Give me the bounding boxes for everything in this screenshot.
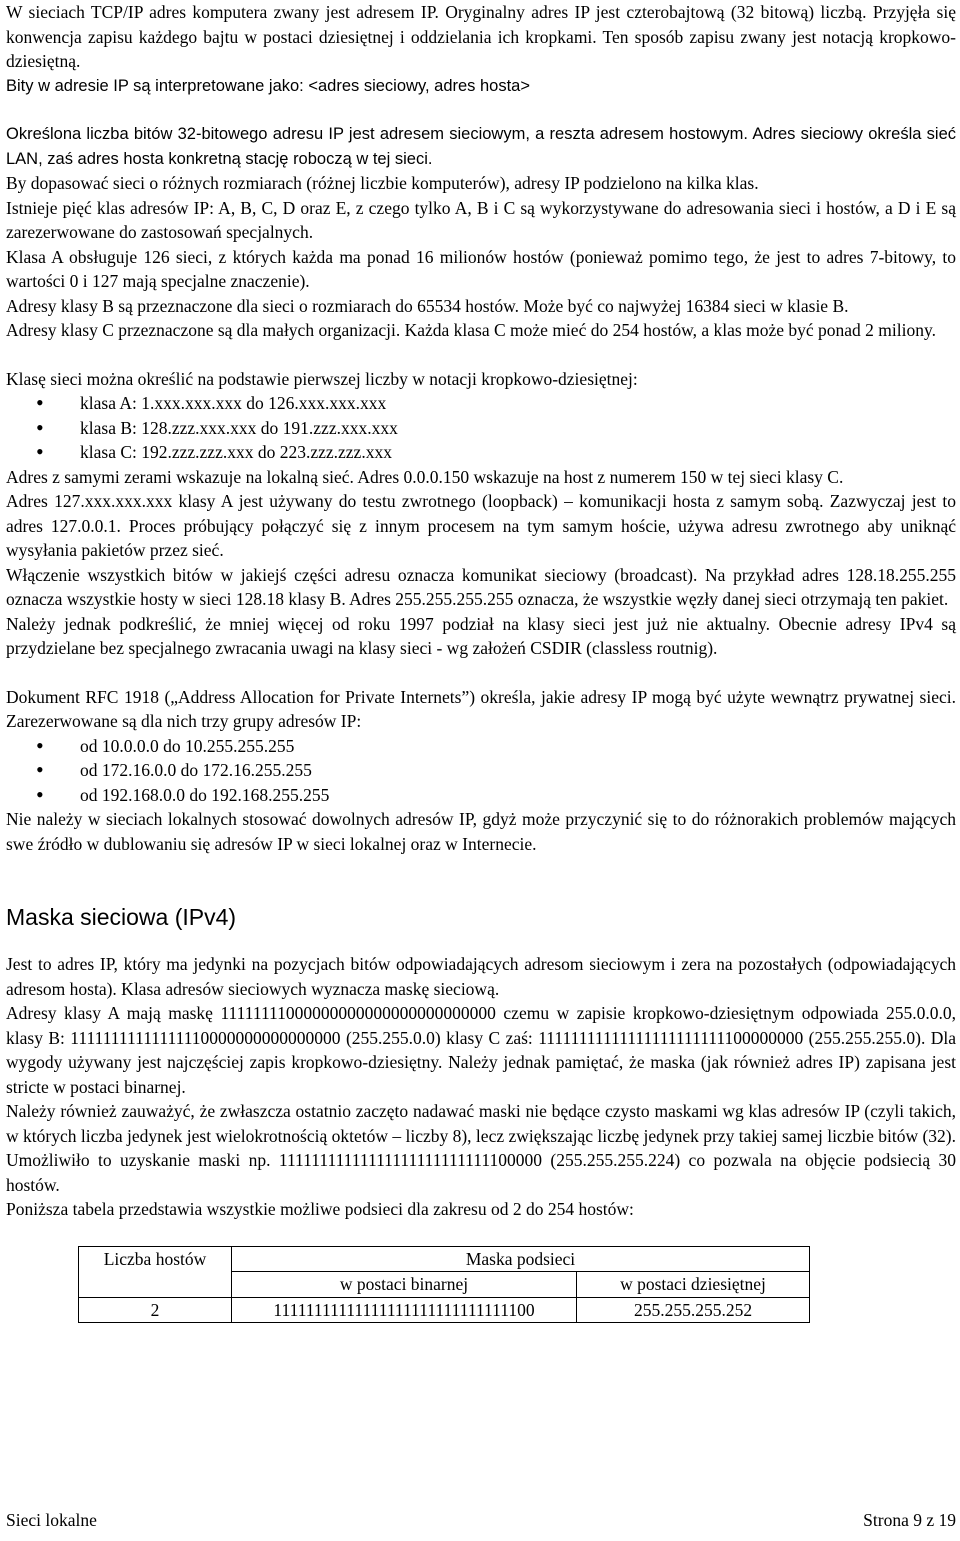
list-item: • od 172.16.0.0 do 172.16.255.255: [6, 758, 956, 783]
page-footer: [6, 1508, 956, 1533]
column-header-decimal: w postaci dziesiętnej: [577, 1272, 810, 1298]
class-range-list: [6, 391, 956, 465]
paragraph: By dopasować sieci o różnych rozmiarach (różnej liczbie komputerów), adresy IP podzielono na kilka klas.: [6, 173, 759, 193]
paragraph: Adresy klasy B są przeznaczone dla sieci o rozmiarach do 65534 hostów. Może być co najwyżej 16384 sieci w klasie B.: [6, 295, 849, 316]
list-item: • klasa B: 128.zzz.xxx.xxx do 191.zzz.xxx.xxx: [6, 416, 956, 441]
cell-decimal: 255.255.255.252: [577, 1297, 810, 1323]
paragraph: Włączenie wszystkich bitów w jakiejś części adresu oznacza komunikat sieciowy (broadcast). Na przykład adres 128.18.255.255 oznacza wszystkie hosty w sieci 128.18 klasy B. Adres 255.255.255.255 oznacza, że wszystkie węzły danej sieci otrzymają ten pakiet.: [6, 564, 956, 609]
paragraph: Należy jednak podkreślić, że mniej więcej od roku 1997 podział na klasy sieci jest już nie aktualny. Obecnie adresy IPv4 są przydzielane bez specjalnego zwracania uwagi na klasy sieci - wg założeń CSDIR (classless routnig).: [6, 613, 956, 658]
paragraph: Adresy klasy A mają maskę 11111111000000000000000000000000 czemu w zapisie kropkowo-dziesiętnym odpowiada 255.0.0.0, klasy B: 11111111111111110000000000000000 (255.255.0.0) klasy C zaś: 11111111111111111111111100000000 (255.255.255.0). Dla wygody używany jest najczęściej zapis kropkowo-dziesiętny. Należy jednak pamiętać, że maska (jak również adres IP) zapisana jest stricte w postaci binarnej.: [6, 1003, 956, 1097]
cell-hosts: 2: [79, 1297, 232, 1323]
list-item: • klasa C: 192.zzz.zzz.xxx do 223.zzz.zzz.xxx: [6, 440, 956, 465]
paragraph: Poniższa tabela przedstawia wszystkie możliwe podsieci dla zakresu od 2 do 254 hostów:: [6, 1199, 634, 1219]
paragraph: Istnieje pięć klas adresów IP: A, B, C, D oraz E, z czego tylko A, B i C są wykorzystywane do adresowania sieci i hostów, a D i E są zarezerwowane do zastosowań specjalnych.: [6, 197, 956, 242]
paragraph: Należy również zauważyć, że zwłaszcza ostatnio zaczęto nadawać maski nie będące czysto maskami wg klas adresów IP (czyli takich, w których liczba jedynek jest wielokrotnością oktetów – liczby 8), lecz zwiększając liczbę jedynek przy takiej samej liczbie bitów (32). Umożliwiło to uzyskanie maski np. 11111111111111111111111111100000 (255.255.255.224) co pozwala na objęcie podsiecią 30 hostów.: [6, 1101, 956, 1195]
page-number: Strona 9 z 19: [863, 1510, 956, 1530]
paragraph: Jest to adres IP, który ma jedynki na pozycjach bitów odpowiadających adresom sieciowym i zera na pozostałych (odpowiadających adresom hosta). Klasa adresów sieciowych wyznacza maskę sieciową.: [6, 954, 956, 999]
table-header-row: [79, 1246, 810, 1272]
paragraph: Nie należy w sieciach lokalnych stosować dowolnych adresów IP, gdyż może przyczynić się to do różnorakich problemów mających swe źródło w dublowaniu się adresów IP w sieci lokalnej oraz w Internecie.: [6, 809, 956, 854]
private-range-list: [6, 734, 956, 808]
paragraph: Dokument RFC 1918 („Address Allocation for Private Internets”) określa, jakie adresy IP mogą być użyte wewnątrz prywatnej sieci. Zarezerwowane są dla nich trzy grupy adresów IP:: [6, 686, 956, 731]
column-header-binary: w postaci binarnej: [232, 1272, 577, 1298]
paragraph: Adres 127.xxx.xxx.xxx klasy A jest używany do testu zwrotnego (loopback) – komunikacji hosta z samym sobą. Zazwyczaj jest to adres 127.0.0.1. Proces próbujący połączyć się z innym procesem na tym samym hoście, używa adresu zwrotnego aby uniknąć wysyłania pakietów przez sieć.: [6, 491, 956, 560]
cell-binary: 11111111111111111111111111111100: [232, 1297, 577, 1323]
paragraph: Klasa A obsługuje 126 sieci, z których każda ma ponad 16 milionów hostów (ponieważ pomimo tego, że jest to adres 7-bitowy, to wartości 0 i 127 mają specjalne znaczenie).: [6, 246, 956, 291]
footer-title: Sieci lokalne: [6, 1510, 97, 1530]
subnet-table: [78, 1246, 810, 1324]
list-item: • klasa A: 1.xxx.xxx.xxx do 126.xxx.xxx.xxx: [6, 391, 956, 416]
column-header-mask: Maska podsieci: [232, 1246, 810, 1272]
paragraph: Adresy klasy C przeznaczone są dla małych organizacji. Każda klasa C może mieć do 254 hostów, a klas może być ponad 2 miliony.: [6, 320, 936, 340]
section-heading: Maska sieciowa (IPv4): [6, 904, 237, 930]
paragraph: Bity w adresie IP są interpretowane jako: <adres sieciowy, adres hosta>: [6, 76, 530, 95]
table-row: [79, 1297, 810, 1323]
paragraph: Klasę sieci można określić na podstawie pierwszej liczby w notacji kropkowo-dziesiętnej:: [6, 368, 638, 389]
list-item: • od 192.168.0.0 do 192.168.255.255: [6, 783, 956, 808]
column-header-hosts: Liczba hostów: [79, 1246, 232, 1297]
list-item: • od 10.0.0.0 do 10.255.255.255: [6, 734, 956, 759]
paragraph: W sieciach TCP/IP adres komputera zwany jest adresem IP. Oryginalny adres IP jest czterobajtową (32 bitową) liczbą. Przyjęła się konwencja zapisu każdego bajtu w postaci dziesiętnej i oddzielania ich kropkami. Ten sposób zapisu zwany jest notacją kropkowo-dziesiętną.: [6, 2, 956, 71]
paragraph: Określona liczba bitów 32-bitowego adresu IP jest adresem sieciowym, a reszta adresem hostowym. Adres sieciowy określa sieć LAN, zaś adres hosta konkretną stację roboczą w tej sieci.: [6, 125, 956, 168]
paragraph: Adres z samymi zerami wskazuje na lokalną sieć. Adres 0.0.0.150 wskazuje na host z numerem 150 w tej sieci klasy C.: [6, 466, 844, 487]
document-page: [6, 0, 956, 1323]
